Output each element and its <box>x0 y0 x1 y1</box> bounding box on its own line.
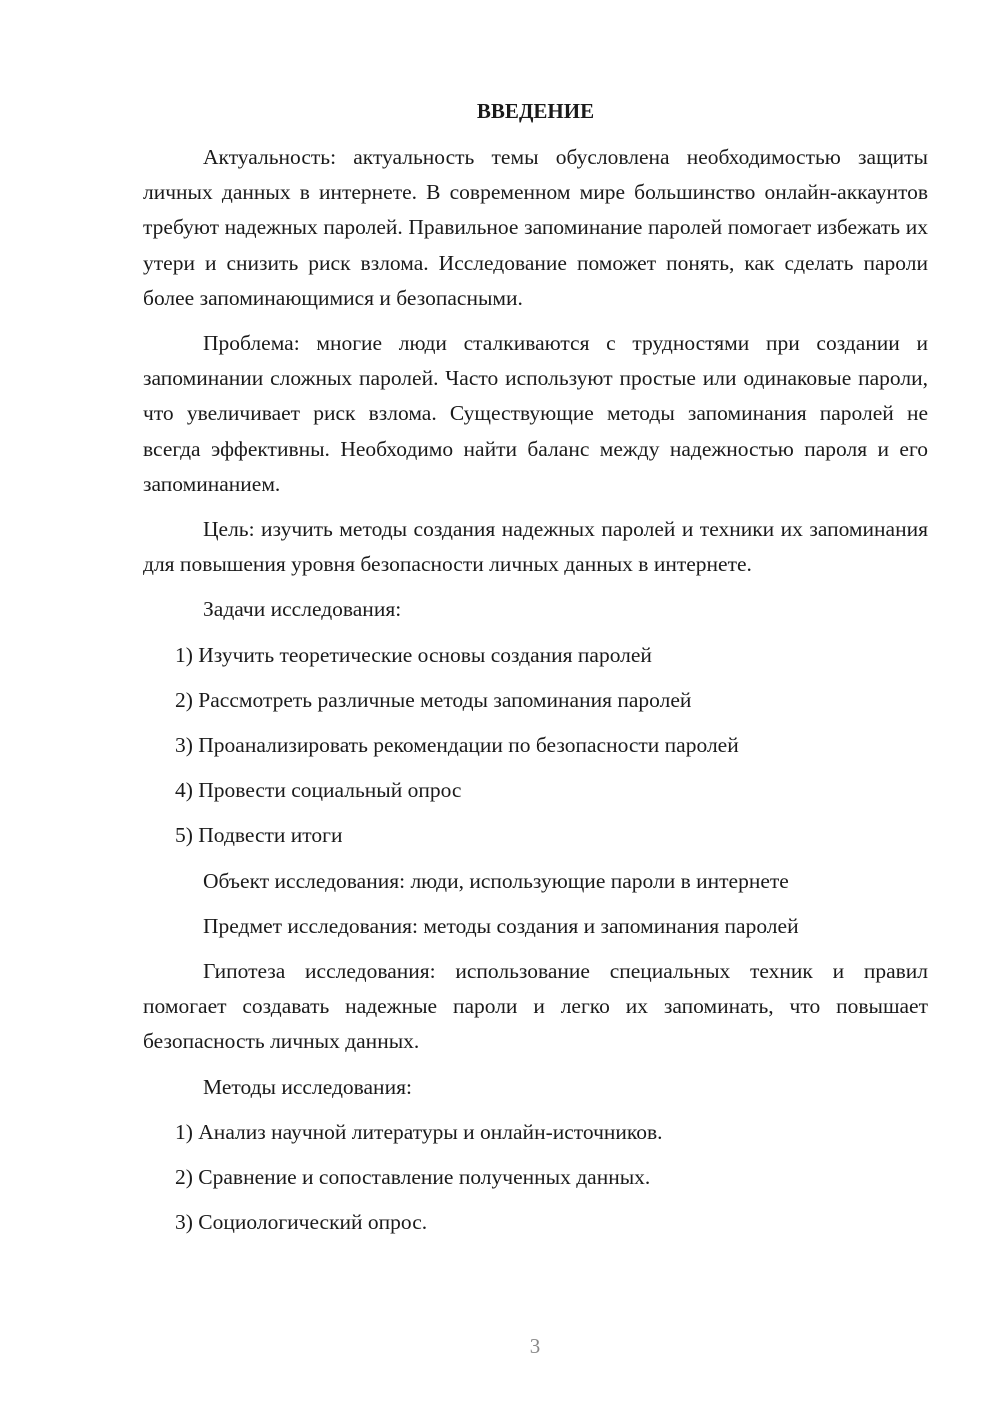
list-item: 3) Социологический опрос. <box>175 1210 428 1235</box>
list-item: 4) Провести социальный опрос <box>175 778 462 803</box>
methods-list <box>143 1115 928 1241</box>
list-item: 1) Анализ научной литературы и онлайн-источников. <box>175 1119 663 1144</box>
hypothesis-paragraph: Гипотеза исследования: использование специальных техник и правил помогает создавать надежные пароли и легко их запоминать, что повышает безопасность личных данных. <box>143 959 928 1054</box>
problem-paragraph: Проблема: многие люди сталкиваются с трудностями при создании и запоминании сложных паролей. Часто используют простые или одинаковые пароли, что увеличивает риск взлома. Существующие методы запоминания паролей не всегда эффективны. Необходимо найти баланс между надежностью пароля и его запоминанием. <box>143 331 928 496</box>
page-number: 3 <box>529 1334 541 1358</box>
subject-line: Предмет исследования: методы создания и запоминания паролей <box>203 913 799 938</box>
list-item: 3) Проанализировать рекомендации по безопасности паролей <box>175 733 739 758</box>
list-item: 2) Сравнение и сопоставление полученных данных. <box>175 1165 651 1190</box>
relevance-paragraph: Актуальность: актуальность темы обусловлена необходимостью защиты личных данных в интернете. В современном мире большинство онлайн-аккаунтов требуют надежных паролей. Правильное запоминание паролей помогает избежать их утери и снизить риск взлома. Исследование поможет понять, как сделать пароли более запоминающимися и безопасными. <box>143 145 928 310</box>
goal-paragraph: Цель: изучить методы создания надежных паролей и техники их запоминания для повышения уровня безопасности личных данных в интернете. <box>143 517 928 577</box>
list-item: 2) Рассмотреть различные методы запоминания паролей <box>175 687 692 712</box>
list-item: 1) Изучить теоретические основы создания паролей <box>175 642 652 667</box>
methods-heading: Методы исследования: <box>203 1074 412 1099</box>
tasks-heading: Задачи исследования: <box>203 597 402 622</box>
object-line: Объект исследования: люди, использующие пароли в интернете <box>203 868 789 893</box>
list-item: 5) Подвести итоги <box>175 823 343 848</box>
document-page <box>143 96 928 1250</box>
tasks-list <box>143 638 928 854</box>
section-title: ВВЕДЕНИЕ <box>476 99 595 123</box>
